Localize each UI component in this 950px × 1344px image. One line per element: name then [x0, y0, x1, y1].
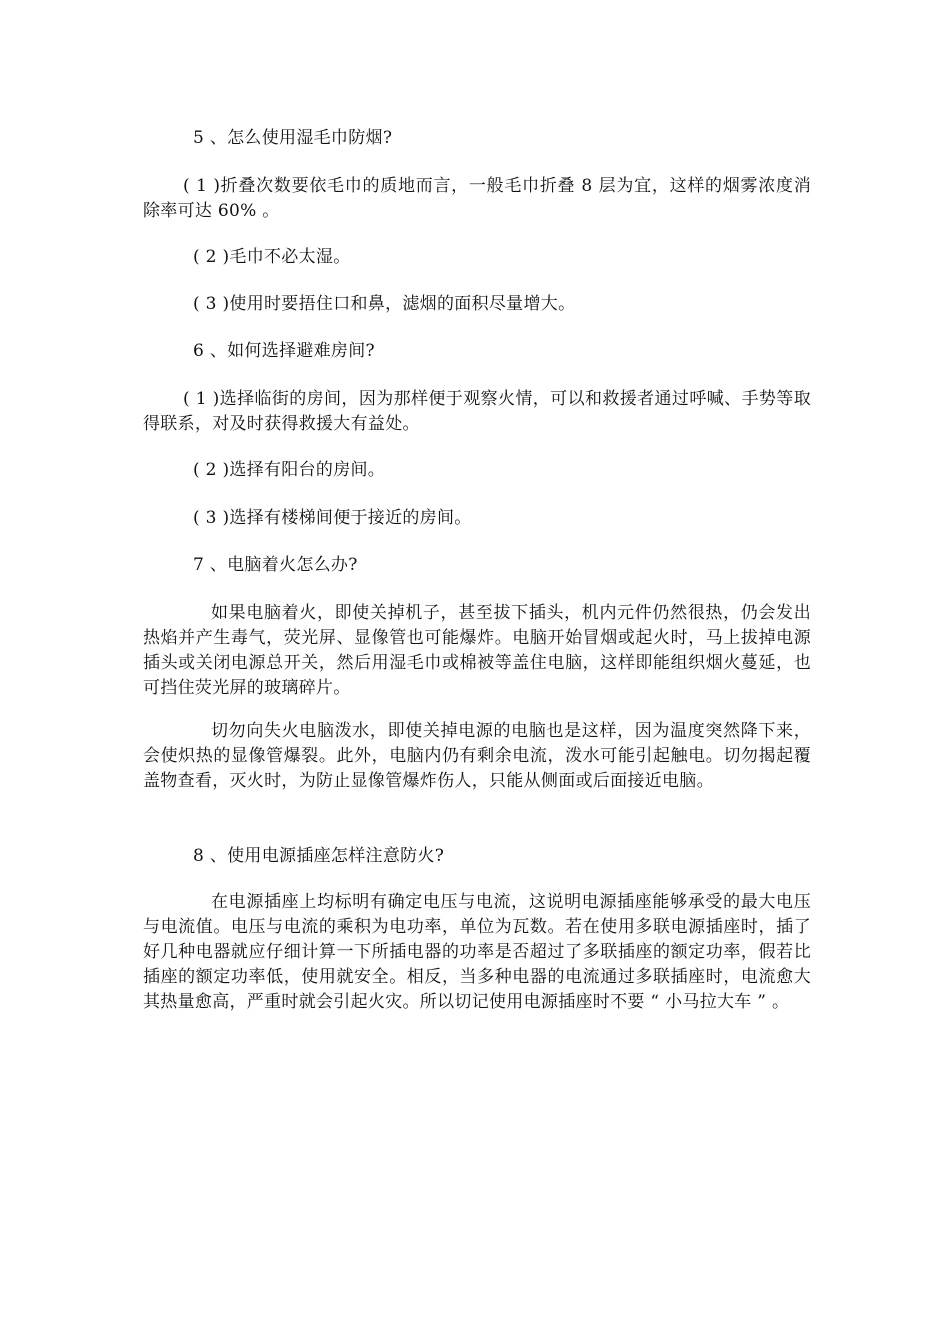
section-8-heading: 8 、使用电源插座怎样注意防火? [193, 846, 445, 866]
section-5-item-3: ( 3 )使用时要捂住口和鼻，滤烟的面积尽量增大。 [193, 294, 576, 314]
section-6-item-1: ( 1 )选择临街的房间，因为那样便于观察火情，可以和救援者通过呼喊、手势等取得联系，对及时获得救援大有益处。 [143, 389, 811, 434]
section-7-paragraph-2: 切勿向失火电脑泼水，即使关掉电源的电脑也是这样，因为温度突然降下来，会使炽热的显像管爆裂。此外，电脑内仍有剩余电流，泼水可能引起触电。切勿揭起覆盖物查看，灭火时，为防止显像管爆炸伤人，只能从侧面或后面接近电脑。 [143, 721, 811, 791]
section-5-heading: 5 、怎么使用湿毛巾防烟? [193, 128, 393, 148]
section-6-heading: 6 、如何选择避难房间? [193, 341, 375, 361]
section-5-item-2: ( 2 )毛巾不必太湿。 [193, 247, 351, 267]
section-6-item-2: ( 2 )选择有阳台的房间。 [193, 460, 386, 480]
section-8-paragraph-1: 在电源插座上均标明有确定电压与电流，这说明电源插座能够承受的最大电压与电流值。电压与电流的乘积为电功率，单位为瓦数。若在使用多联电源插座时，插了好几种电器就应仔细计算一下所插电器的功率是否超过了多联插座的额定功率，假若比插座的额定功率低，使用就安全。相反，当多种电器的电流通过多联插座时，电流愈大其热量愈高，严重时就会引起火灾。所以切记使用电源插座时不要 “ 小马拉大车 ” 。 [143, 892, 811, 1012]
section-7-paragraph-1: 如果电脑着火，即使关掉机子，甚至拔下插头，机内元件仍然很热，仍会发出热焰并产生毒气，荧光屏、显像管也可能爆炸。电脑开始冒烟或起火时，马上拔掉电源插头或关闭电源总开关，然后用湿毛巾或棉被等盖住电脑，这样即能组织烟火蔓延，也可挡住荧光屏的玻璃碎片。 [143, 603, 811, 698]
section-5-item-1: ( 1 )折叠次数要依毛巾的质地而言，一般毛巾折叠 8 层为宜，这样的烟雾浓度消除率可达 60% 。 [143, 176, 811, 221]
section-6-item-3: ( 3 )选择有楼梯间便于接近的房间。 [193, 508, 472, 528]
section-7-heading: 7 、电脑着火怎么办? [193, 555, 358, 575]
